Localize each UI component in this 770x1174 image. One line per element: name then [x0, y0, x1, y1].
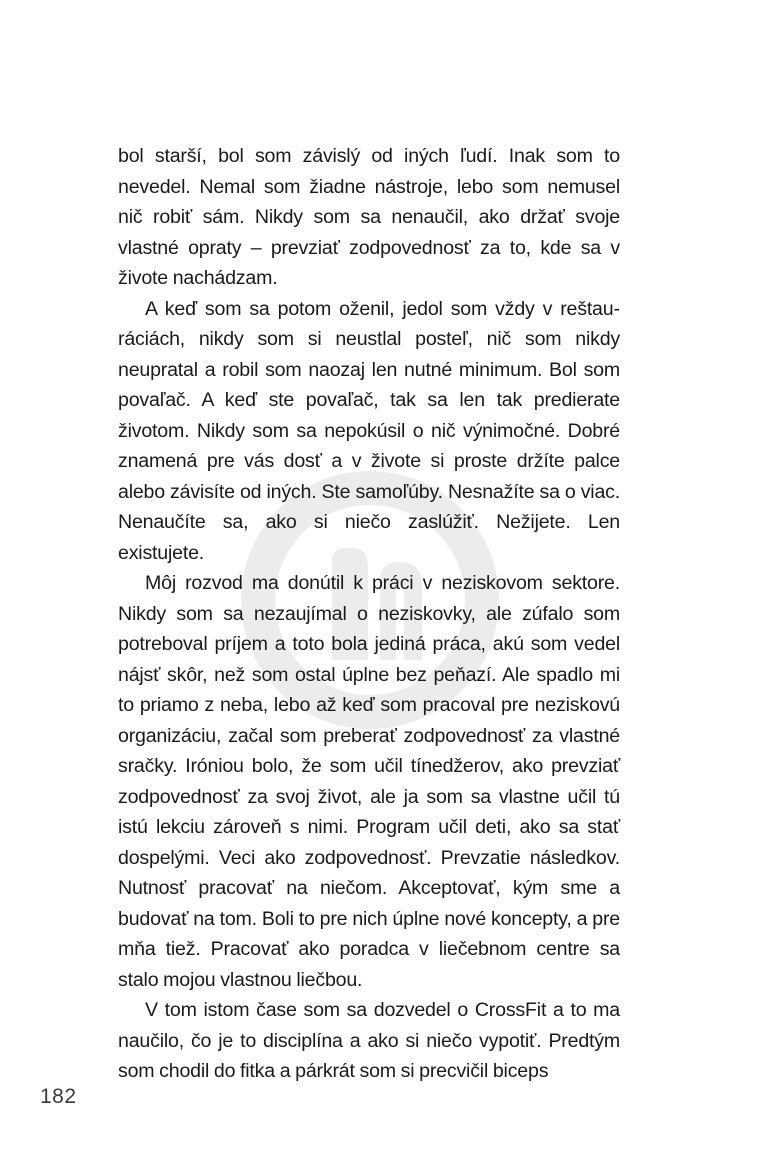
- paragraph: V tom istom čase som sa dozvedel o CrossFit a to ma naučilo, čo je to disciplína a ako si niečo vypotiť. Predtým som chodil do fitka a párkrát som si precvičil biceps: [118, 999, 620, 1082]
- body-text: [118, 141, 620, 1087]
- page-number: 182: [40, 1085, 77, 1108]
- paragraph: bol starší, bol som závislý od iných ľudí. Inak som to nevedel. Nemal som žiadne nástroje, lebo som nemusel nič robiť sám. Nikdy som sa nenaučil, ako držať svoje vlastné opraty – prevziať zodpovednosť za to, kde sa v živote nachádzam.: [118, 145, 620, 289]
- paragraph: A keď som sa potom oženil, jedol som vždy v reštauráciách, nikdy som si neustlal posteľ, nič som nikdy neupratal a robil som naozaj len nutné minimum. Bol som povaľač. A keď ste povaľač, tak sa len tak predierate životom. Nikdy som sa nepokúsil o nič výnimočné. Dobré znamená pre vás dosť a v živote si proste držíte palce alebo závisíte od iných. Ste samoľúby. Nesnažíte sa o viac. Nenaučíte sa, ako si niečo zaslúžiť. Nežijete. Len existujete.: [118, 297, 620, 564]
- paragraph: Môj rozvod ma donútil k práci v neziskovom sektore. Nikdy som sa nezaujímal o neziskovky, ale zúfalo som potreboval príjem a toto bola jediná práca, akú som vedel nájsť skôr, než som ostal úplne bez peňazí. Ale spadlo mi to priamo z neba, lebo až keď som pracoval pre neziskovú organizáciu, začal som preberať zodpovednosť za vlastné sračky. Iróniou bolo, že som učil tínedžerov, ako prevziať zodpovednosť za svoj život, ale ja som sa vlastne učil tú istú lekciu zároveň s nimi. Program učil deti, ako sa stať dospelými. Veci ako zodpovednosť. Prevzatie následkov. Nutnosť pracovať na niečom. Akceptovať, kým sme a budovať na tom. Boli to pre nich úplne nové koncepty, a pre mňa tiež. Pracovať ako poradca v liečebnom centre sa stalo mojou vlastnou liečbou.: [118, 572, 620, 991]
